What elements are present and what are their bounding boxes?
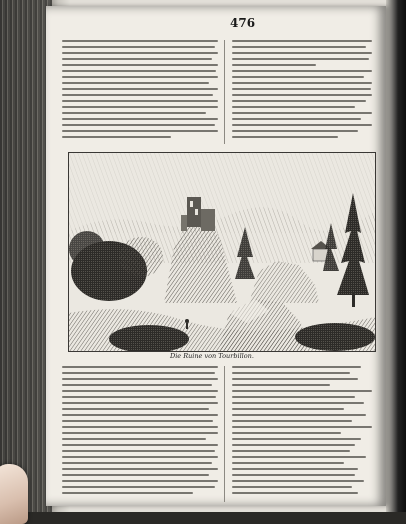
text-line: [62, 76, 218, 78]
text-line: [232, 450, 350, 452]
text-line: [62, 480, 218, 482]
text-line: [232, 130, 358, 132]
text-line: [62, 462, 212, 464]
text-line: [62, 396, 216, 398]
text-line: [62, 384, 212, 386]
text-line: [62, 94, 213, 96]
text-line: [232, 118, 361, 120]
text-line: [62, 408, 209, 410]
text-line: [232, 480, 364, 482]
text-line: [232, 474, 355, 476]
text-line: [62, 456, 218, 458]
text-line: [62, 46, 215, 48]
text-line: [62, 390, 218, 392]
text-line: [232, 106, 355, 108]
text-line: [232, 76, 364, 78]
text-line: [62, 82, 209, 84]
text-line: [232, 402, 364, 404]
text-line: [62, 100, 218, 102]
text-column-bottom-left: [62, 366, 218, 498]
text-line: [232, 82, 372, 84]
text-line: [232, 426, 372, 428]
text-line: [232, 492, 358, 494]
text-line: [232, 64, 316, 66]
text-line: [62, 136, 171, 138]
text-line: [232, 432, 341, 434]
text-line: [62, 474, 209, 476]
text-column-top-right: [232, 40, 372, 142]
text-line: [62, 444, 218, 446]
text-line: [62, 130, 218, 132]
text-line: [62, 58, 212, 60]
text-line: [232, 124, 372, 126]
text-line: [62, 420, 213, 422]
text-line: [232, 420, 352, 422]
text-line: [62, 52, 218, 54]
text-line: [232, 372, 350, 374]
text-line: [62, 40, 218, 42]
text-line: [62, 492, 193, 494]
engraving-illustration: [68, 152, 376, 352]
text-line: [232, 70, 372, 72]
text-line: [232, 100, 366, 102]
text-line: [62, 88, 218, 90]
text-line: [232, 444, 355, 446]
text-line: [62, 124, 215, 126]
text-line: [232, 88, 371, 90]
text-line: [232, 462, 344, 464]
text-line: [62, 438, 206, 440]
text-line: [232, 52, 372, 54]
scanner-thumb: [0, 464, 28, 524]
text-line: [232, 414, 366, 416]
text-column-bottom-right: [232, 366, 372, 498]
text-line: [232, 396, 355, 398]
text-line: [62, 414, 218, 416]
text-line: [62, 426, 218, 428]
text-column-top-left: [62, 40, 218, 142]
text-line: [232, 438, 361, 440]
text-line: [232, 456, 366, 458]
text-line: [62, 486, 215, 488]
text-line: [232, 46, 366, 48]
text-line: [232, 366, 361, 368]
text-line: [232, 378, 358, 380]
text-line: [62, 432, 218, 434]
text-line: [62, 106, 218, 108]
text-line: [62, 372, 215, 374]
text-line: [232, 408, 344, 410]
text-line: [232, 40, 372, 42]
text-line: [62, 112, 206, 114]
text-line: [232, 468, 358, 470]
text-line: [232, 112, 372, 114]
text-line: [62, 402, 218, 404]
text-line: [232, 384, 330, 386]
text-line: [62, 468, 218, 470]
text-line: [62, 118, 218, 120]
scan-right-shadow: [386, 0, 406, 512]
text-line: [62, 378, 218, 380]
column-divider-bottom: [224, 366, 225, 502]
text-line: [62, 450, 215, 452]
column-divider-top: [224, 40, 225, 144]
text-line: [232, 486, 352, 488]
text-line: [62, 366, 218, 368]
book-page-edges: [0, 0, 52, 512]
illustration-caption: Die Ruine von Tourbillon.: [170, 352, 254, 360]
text-line: [232, 136, 338, 138]
text-line: [62, 70, 216, 72]
text-line: [232, 58, 369, 60]
text-line: [232, 390, 372, 392]
text-line: [62, 64, 218, 66]
page-number: 476: [230, 16, 256, 30]
text-line: [232, 94, 372, 96]
